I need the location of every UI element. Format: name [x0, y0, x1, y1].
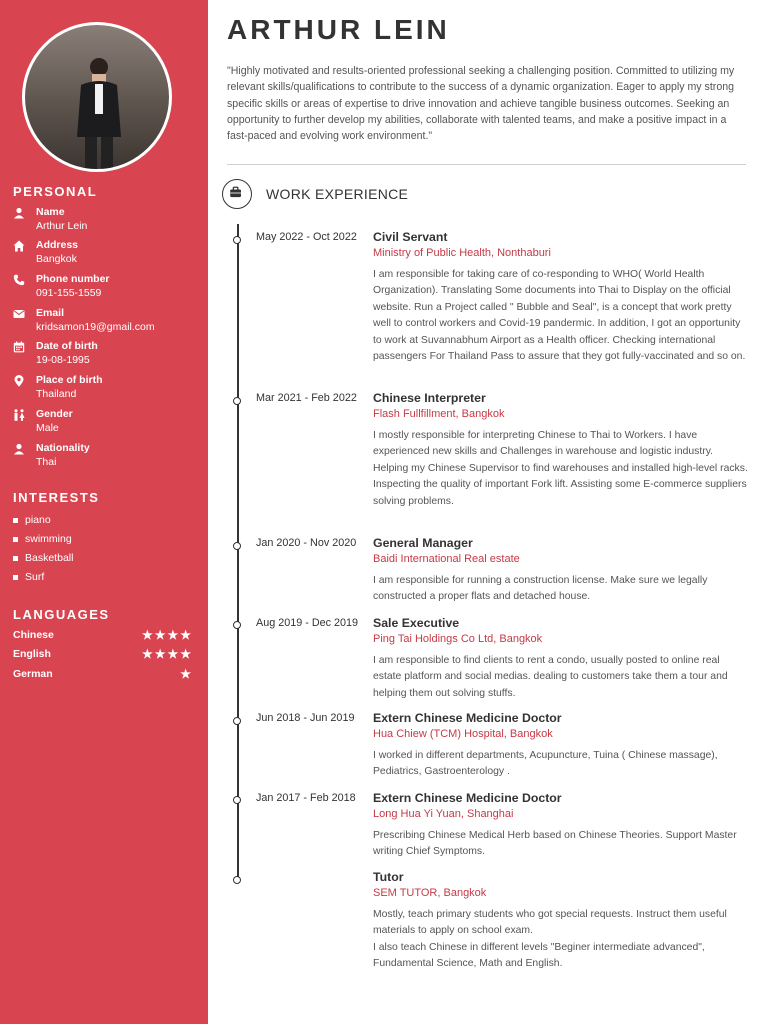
job-org: SEM TUTOR, Bangkok [373, 887, 487, 899]
interest-item: swimming [13, 533, 72, 545]
personal-label: Place of birth [36, 374, 103, 386]
personal-value: kridsamon19@gmail.com [36, 321, 155, 333]
personal-value: 19-08-1995 [36, 354, 90, 366]
personal-label: Address [36, 239, 79, 251]
person-icon [13, 443, 25, 455]
personal-item-gender [13, 408, 203, 440]
personal-item-email [13, 307, 203, 339]
job-description: I worked in different departments, Acupuncture, Tuina ( Chinese massage), Pediatrics, Gastroenterology . [373, 750, 718, 778]
language-name: German [13, 668, 53, 680]
language-item [13, 648, 193, 660]
personal-value: Male [36, 422, 59, 434]
job-date: Jan 2020 - Nov 2020 [256, 537, 357, 549]
person-icon [13, 207, 25, 219]
timeline-dot [233, 542, 241, 550]
job-description: I am responsible for running a construction license. Make sure we legally constructed a proper flats and detached house. [373, 575, 708, 603]
job-title: Tutor [373, 870, 404, 884]
timeline-dot [233, 717, 241, 725]
interests-heading: INTERESTS [13, 490, 100, 505]
job-org: Baidi International Real estate [373, 553, 520, 565]
personal-value: Thailand [36, 388, 77, 400]
job-date: Aug 2019 - Dec 2019 [256, 617, 359, 629]
envelope-icon [13, 308, 25, 320]
star-rating-icon: ★★★★ [141, 628, 193, 642]
job-description: I mostly responsible for interpreting Chinese to Thai to Workers. I have experienced new skills and Challenges in warehouse and logistic industry. Helping my Chinese Supervisor to find warehouses and installed high-level racks. Inspecting the quality of important Fork lift. Assisting some E-commerce suppliers solving problems. [373, 430, 748, 507]
job-description: Prescribing Chinese Medical Herb based on Chinese Theories. Support Master writing Chief Symptoms. [373, 830, 737, 858]
work-experience-heading: WORK EXPERIENCE [266, 186, 409, 202]
job-date: Jan 2017 - Feb 2018 [256, 792, 356, 804]
personal-item-birthplace [13, 374, 203, 406]
job-title: Civil Servant [373, 230, 448, 244]
job-org: Ping Tai Holdings Co Ltd, Bangkok [373, 633, 543, 645]
timeline-dot [233, 621, 241, 629]
job-org: Ministry of Public Health, Nonthaburi [373, 247, 551, 259]
personal-item-phone [13, 273, 203, 305]
gender-icon [13, 409, 25, 421]
personal-item-name [13, 206, 203, 238]
interest-item: Surf [13, 571, 44, 583]
star-rating-icon: ★ [180, 667, 193, 681]
job-title: Extern Chinese Medicine Doctor [373, 791, 562, 805]
job-date: Jun 2018 - Jun 2019 [256, 712, 355, 724]
timeline-dot [233, 397, 241, 405]
interest-item: Basketball [13, 552, 73, 564]
star-rating-icon: ★★★★ [141, 647, 193, 661]
personal-label: Nationality [36, 442, 90, 454]
job-date: Mar 2021 - Feb 2022 [256, 392, 357, 404]
language-name: Chinese [13, 629, 54, 641]
job-org: Flash Fullfillment, Bangkok [373, 408, 505, 420]
personal-label: Email [36, 307, 65, 319]
languages-heading: LANGUAGES [13, 607, 110, 622]
job-description: I am responsible for taking care of co-responding to WHO( World Health Organization). Translating Some documents into Thai to Display on the official website. Run a Project called " Bubble and Seal", is a concept that work pretty well to control workers and Covid-19 pandermic. In addition, I got an opportunity to work at Suvannabhum Airport as a Health officer. Checking international passengers For Thailand Pass to assure that they got fully-vaccinated and so on. [373, 269, 746, 363]
timeline-dot [233, 796, 241, 804]
personal-label: Gender [36, 408, 73, 420]
profile-photo [22, 22, 172, 172]
personal-value: 091-155-1559 [36, 287, 102, 299]
job-date: May 2022 - Oct 2022 [256, 231, 357, 243]
personal-label: Name [36, 206, 65, 218]
language-name: English [13, 648, 51, 660]
job-title: Extern Chinese Medicine Doctor [373, 711, 562, 725]
job-description: I am responsible to find clients to rent a condo, usually posted to online real estate platform and social medias. dealing to customers take them a tour and helping them out solving stuffs. [373, 655, 728, 699]
job-description: Mostly, teach primary students who got special requests. Instruct them useful materials to apply on school exam. I also teach Chinese in different levels "Beginer intermediate advanced", Fundamental Science, Math and English. [373, 909, 727, 970]
job-title: Sale Executive [373, 616, 460, 630]
personal-value: Arthur Lein [36, 220, 88, 232]
personal-value: Bangkok [36, 253, 77, 265]
bullet-icon [13, 575, 18, 580]
phone-icon [13, 274, 25, 286]
job-title: Chinese Interpreter [373, 391, 486, 405]
summary-text: "Highly motivated and results-oriented professional seeking a challenging position. Committed to utilizing my relevant skills/qualifications to contribute to the success of a dynamic organization. Eager to apply my strong specific skills or areas of expertise to drive innovation and achieve tangible business outcomes. Seeking an opportunity to further develop my abilities, collaborate with talented teams, and make a positive impact in a fast-paced and evolving work environment." [227, 65, 735, 143]
person-silhouette [75, 57, 123, 169]
candidate-name: ARTHUR LEIN [227, 14, 450, 45]
bullet-icon [13, 518, 18, 523]
bullet-icon [13, 556, 18, 561]
location-pin-icon [13, 375, 25, 387]
language-item [13, 668, 193, 680]
personal-item-address [13, 239, 203, 271]
briefcase-icon [222, 179, 252, 209]
divider [227, 164, 746, 165]
interest-item: piano [13, 514, 51, 526]
timeline-dot [233, 876, 241, 884]
language-item [13, 629, 193, 641]
job-org: Hua Chiew (TCM) Hospital, Bangkok [373, 728, 553, 740]
personal-item-nationality [13, 442, 203, 474]
calendar-icon [13, 341, 25, 353]
personal-item-dob [13, 340, 203, 372]
timeline-line [237, 224, 239, 880]
personal-label: Phone number [36, 273, 110, 285]
home-icon [13, 240, 25, 252]
job-title: General Manager [373, 536, 473, 550]
bullet-icon [13, 537, 18, 542]
personal-heading: PERSONAL [13, 184, 98, 199]
timeline-dot [233, 236, 241, 244]
personal-value: Thai [36, 456, 57, 468]
personal-label: Date of birth [36, 340, 98, 352]
sidebar [0, 0, 208, 1024]
job-org: Long Hua Yi Yuan, Shanghai [373, 808, 514, 820]
